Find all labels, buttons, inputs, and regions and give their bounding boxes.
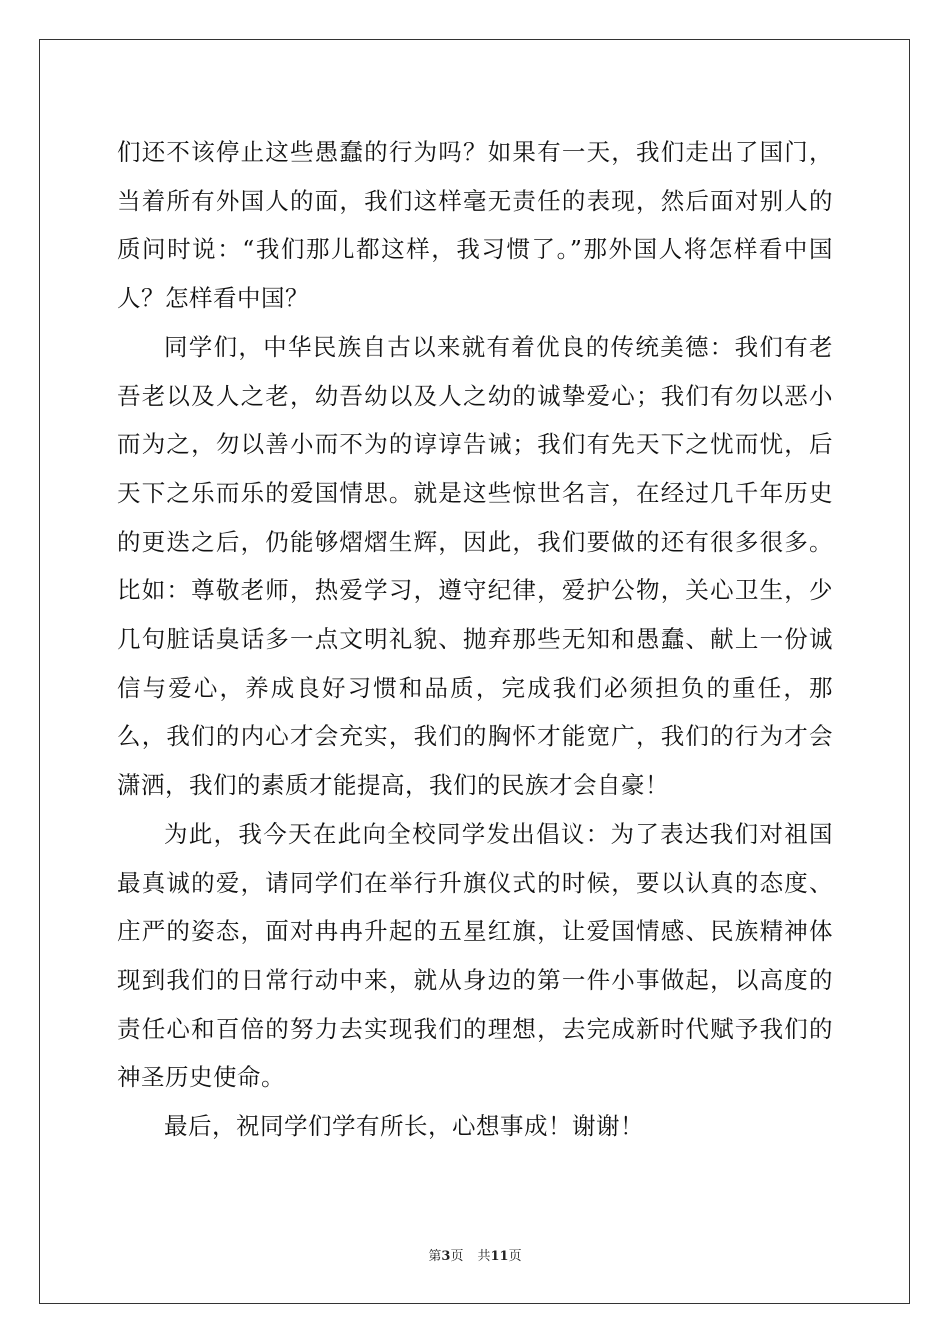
page-suffix: 页 (450, 1249, 464, 1264)
page-prefix: 第 (428, 1249, 442, 1264)
paragraph-1: 们还不该停止这些愚蠢的行为吗？如果有一天，我们走出了国门，当着所有外国人的面，我们这样毫无责任的表现，然后面对别人的质问时说：“我们那儿都这样，我习惯了。”那外国人将怎样看中国人？怎样看中国？ (117, 138, 833, 313)
paragraph-2: 同学们，中华民族自古以来就有着优良的传统美德：我们有老吾老以及人之老，幼吾幼以及人之幼的诚挚爱心；我们有勿以恶小而为之，勿以善小而不为的谆谆告诫；我们有先天下之忧而忧，后天下之乐而乐的爱国情思。就是这些惊世名言，在经过几千年历史的更迭之后，仍能够熠熠生辉，因此，我们要做的还有很多很多。比如：尊敬老师，热爱学习，遵守纪律，爱护公物，关心卫生，少几句脏话臭话多一点文明礼貌、抛弃那些无知和愚蠢、献上一份诚信与爱心，养成良好习惯和品质，完成我们必须担负的重任，那么，我们的内心才会充实，我们的胸怀才能宽广，我们的行为才会潇洒，我们的素质才能提高，我们的民族才会自豪！ (117, 332, 833, 800)
paragraph-3: 为此，我今天在此向全校同学发出倡议：为了表达我们对祖国最真诚的爱，请同学们在举行升旗仪式的时候，要以认真的态度、庄严的姿态，面对冉冉升起的五星红旗，让爱国情感、民族精神体现到我们的日常行动中来，就从身边的第一件小事做起，以高度的责任心和百倍的努力去实现我们的理想，去完成新时代赋予我们的神圣历史使命。 (117, 819, 833, 1092)
paragraph-4: 最后，祝同学们学有所长，心想事成！谢谢！ (164, 1112, 644, 1141)
total-prefix: 共 (477, 1249, 491, 1264)
document-body (117, 128, 833, 1151)
page-footer (0, 1245, 950, 1264)
total-pages: 11 (490, 1249, 509, 1264)
page-number: 3 (441, 1249, 451, 1264)
total-suffix: 页 (508, 1249, 522, 1264)
